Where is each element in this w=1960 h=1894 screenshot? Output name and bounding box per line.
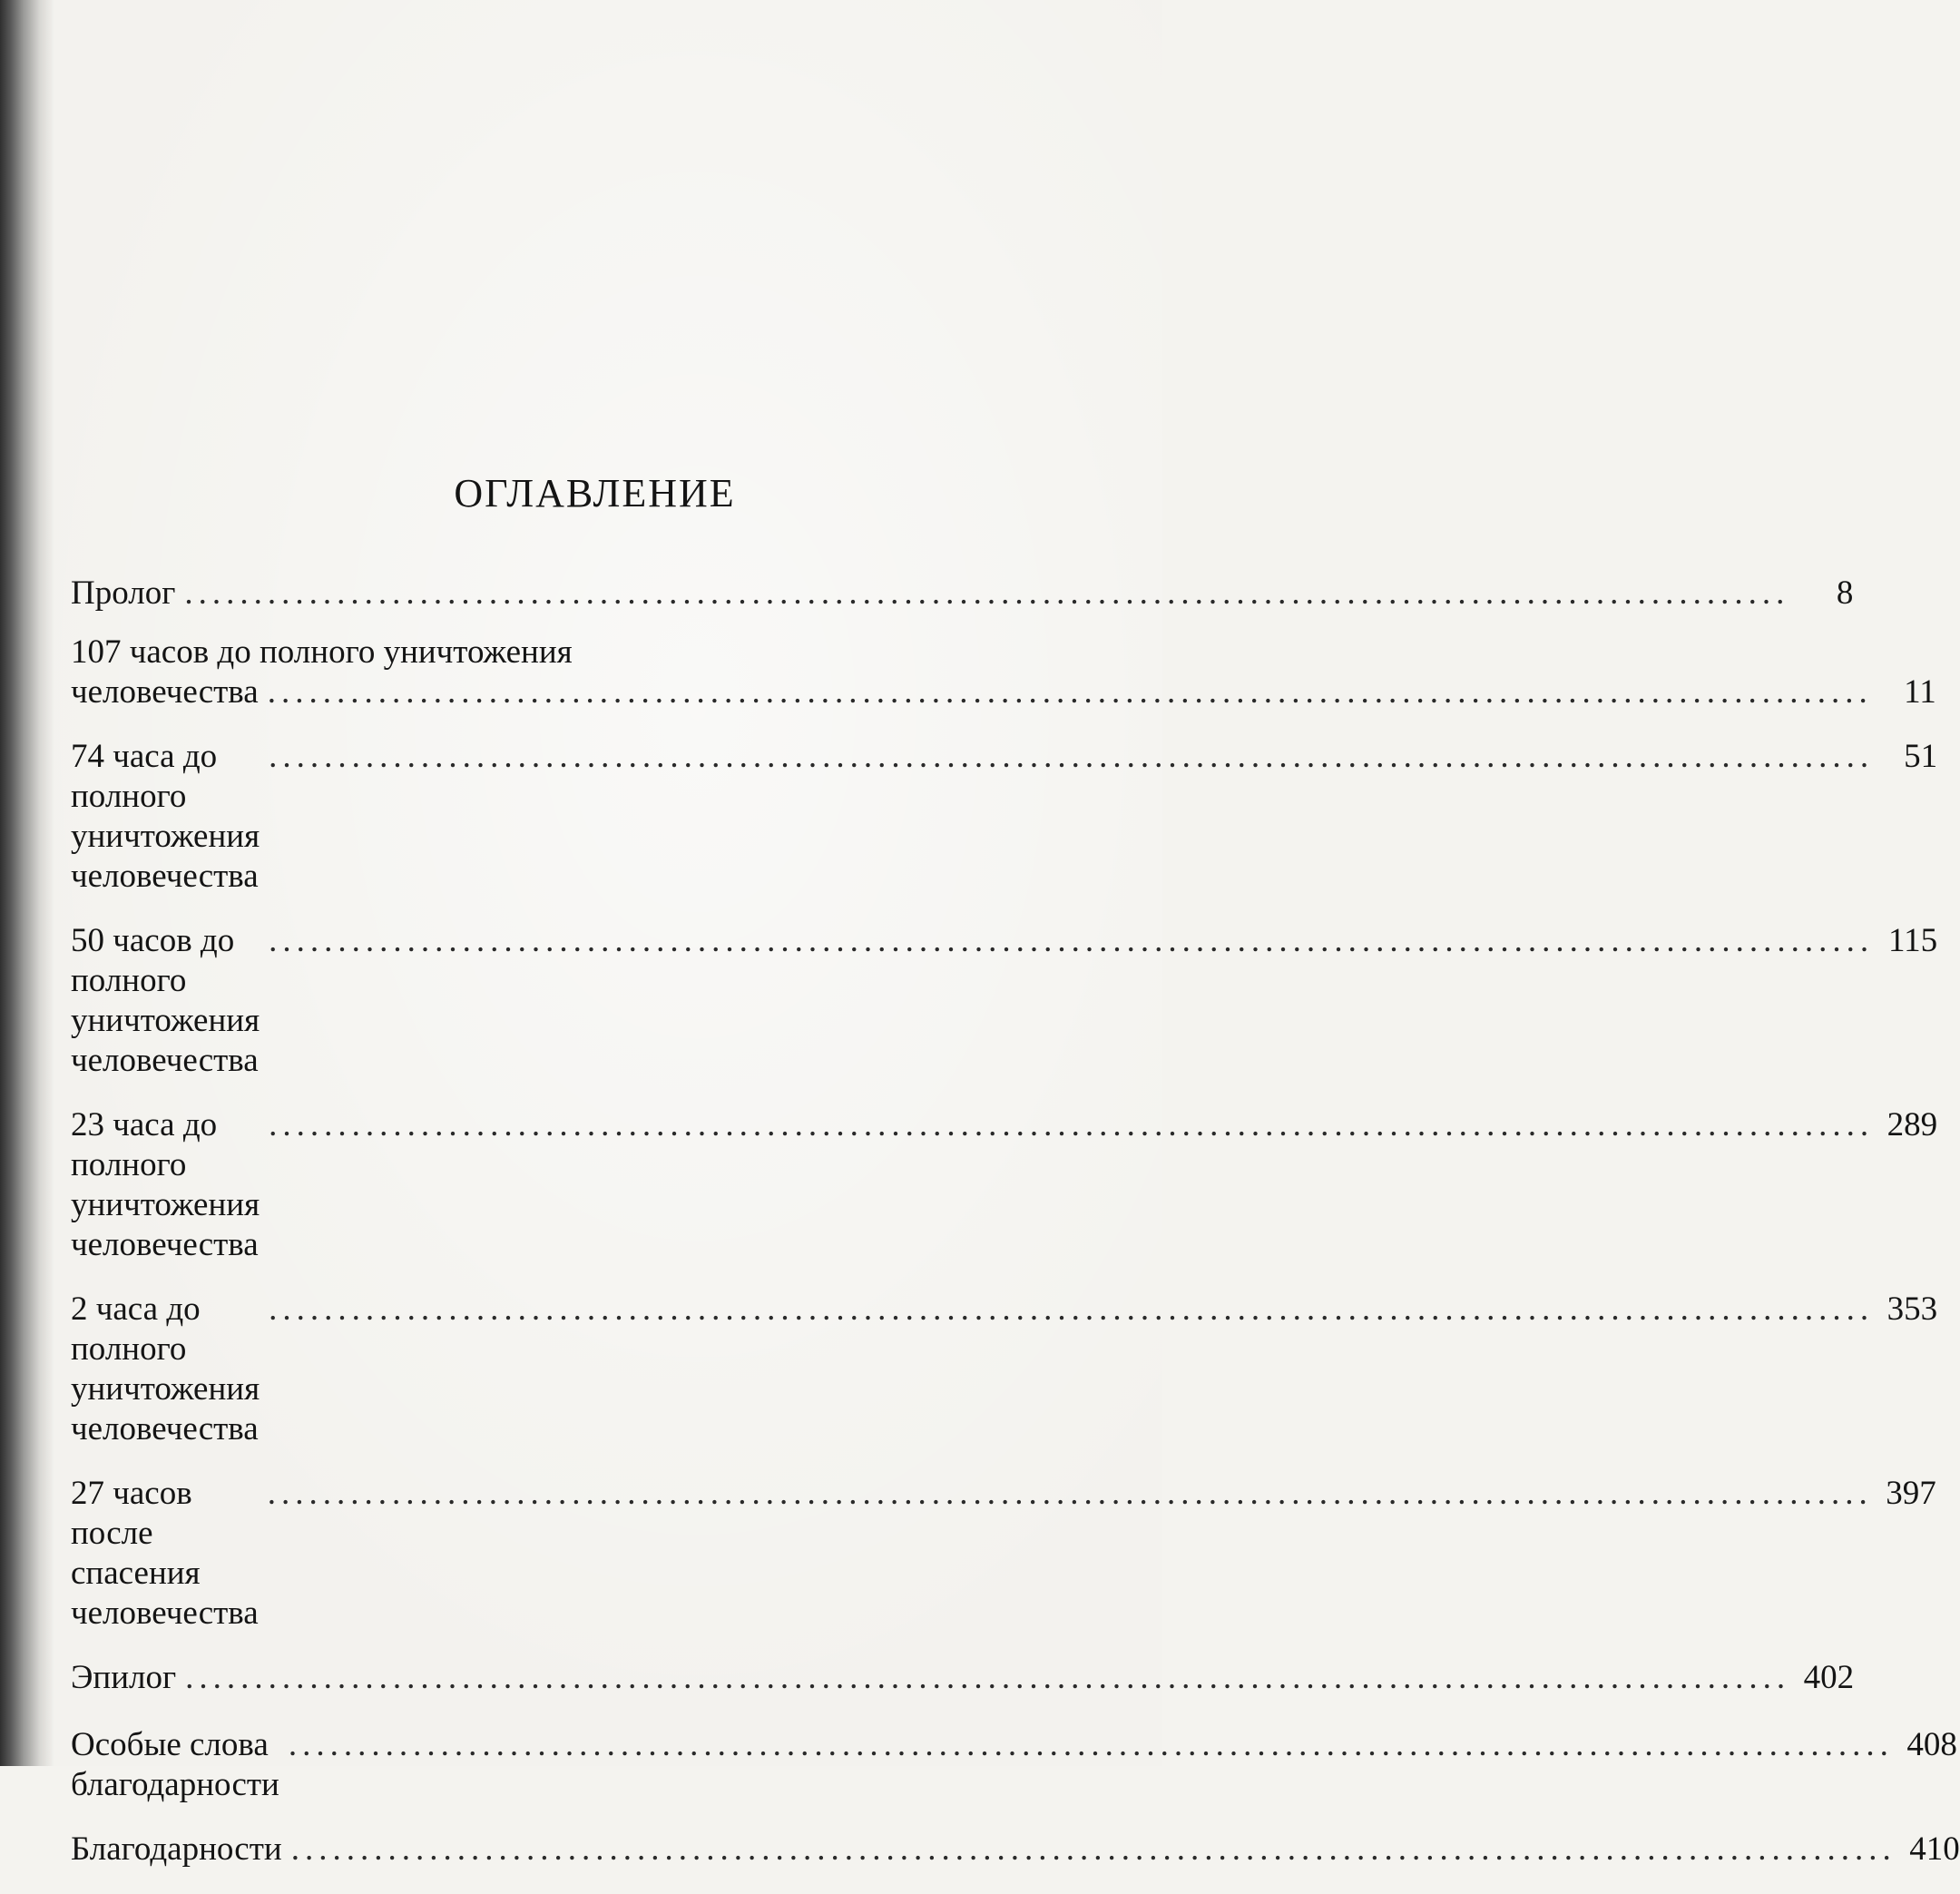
toc-entry-page: 353 — [1886, 1290, 1938, 1328]
dot-leader: .................................................................................................................... — [267, 673, 1873, 711]
toc-entry-page: 11 — [1904, 673, 1936, 711]
toc-entry-page: 8 — [1836, 574, 1854, 612]
toc-entry-page: 51 — [1904, 738, 1938, 775]
toc-entry-title: 50 часов до полного уничтожения человечества — [71, 922, 260, 1079]
dot-leader: .................................................................................................................... — [269, 738, 1875, 775]
dot-leader: .................................................................................................................... — [185, 1659, 1791, 1696]
toc-entry-title-wrap — [71, 633, 1936, 712]
toc-entry-title: 2 часа до полного уничтожения человечества — [71, 1290, 260, 1447]
toc-entry-title: Эпилог — [71, 1659, 177, 1696]
dot-leader: .................................................................................................................... — [288, 1726, 1894, 1763]
dot-leader: .................................................................................................................... — [269, 922, 1875, 959]
toc-heading: ОГЛАВЛЕНИЕ — [454, 471, 736, 515]
dot-leader: .................................................................................................................... — [290, 1830, 1896, 1868]
dot-leader: .................................................................................................................... — [269, 1106, 1875, 1143]
toc-entry-title-line1: 107 часов до полного уничтожения — [71, 633, 573, 671]
spine-shadow — [0, 0, 54, 1766]
toc-entry-epilogue[interactable] — [71, 1658, 1855, 1698]
toc-entry-23-hours[interactable] — [71, 1105, 1938, 1265]
toc-entry-50-hours[interactable] — [71, 921, 1938, 1081]
toc-entry-page: 402 — [1803, 1659, 1855, 1696]
toc-entry-page: 408 — [1906, 1726, 1957, 1763]
show-through-text: ​ — [85, 36, 87, 63]
toc-entry-2-hours[interactable] — [71, 1290, 1938, 1449]
toc-entry-74-hours[interactable] — [71, 737, 1938, 897]
toc-entry-page: 397 — [1886, 1475, 1936, 1512]
toc-entry-107-hours[interactable] — [71, 633, 1936, 712]
toc-entry-title: Благодарности — [71, 1830, 282, 1868]
toc-entry-title: Пролог — [71, 574, 176, 612]
toc-entry-page: 115 — [1887, 922, 1938, 959]
toc-entry-title-row2 — [71, 672, 1936, 712]
toc-entry-title-line2: человечества — [71, 673, 259, 711]
toc-entry-page: 289 — [1886, 1106, 1938, 1143]
toc-entry-acknowledgements[interactable] — [71, 1830, 1960, 1869]
toc-entry-prologue[interactable] — [71, 574, 1854, 613]
toc-entry-title: 27 часов после спасения человечества — [71, 1475, 259, 1632]
toc-entry-27-hours-after[interactable] — [71, 1474, 1936, 1634]
toc-entry-title: Особые слова благодарности — [71, 1726, 279, 1803]
dot-leader: .................................................................................................................... — [267, 1475, 1873, 1512]
dot-leader: .................................................................................................................... — [269, 1290, 1875, 1328]
toc-entry-title: 74 часа до полного уничтожения человечества — [71, 738, 260, 895]
toc-entry-special-thanks[interactable] — [71, 1725, 1957, 1805]
toc-entry-page: 410 — [1909, 1830, 1960, 1868]
dot-leader: .................................................................................................................... — [184, 574, 1790, 612]
toc-entry-title: 23 часа до полного уничтожения человечества — [71, 1106, 260, 1263]
toc-list — [71, 574, 1960, 1894]
